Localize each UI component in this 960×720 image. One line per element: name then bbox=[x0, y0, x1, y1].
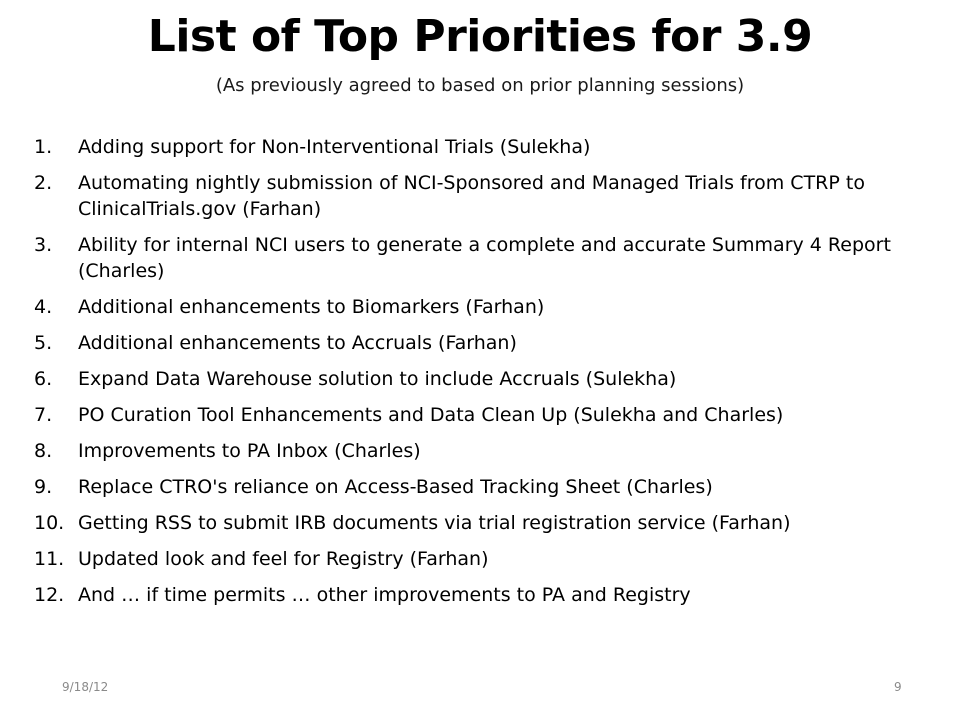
footer-date: 9/18/12 bbox=[62, 680, 109, 694]
item-text: Additional enhancements to Accruals (Farhan) bbox=[78, 332, 517, 354]
slide-title: List of Top Priorities for 3.9 bbox=[147, 11, 813, 62]
list-item bbox=[34, 134, 934, 160]
item-text: Replace CTRO's reliance on Access-Based Tracking Sheet (Charles) bbox=[78, 476, 713, 498]
item-number: 5. bbox=[34, 332, 53, 354]
item-text: Ability for internal NCI users to generate a complete and accurate Summary 4 Report (Charles) bbox=[78, 234, 891, 282]
list-item bbox=[34, 546, 934, 572]
item-number: 6. bbox=[34, 368, 53, 390]
list-item bbox=[34, 402, 934, 428]
item-number: 8. bbox=[34, 440, 53, 462]
item-number: 2. bbox=[34, 172, 53, 194]
item-number: 12. bbox=[34, 584, 65, 606]
slide-subtitle: (As previously agreed to based on prior planning sessions) bbox=[215, 75, 745, 96]
item-text: Updated look and feel for Registry (Farhan) bbox=[78, 548, 489, 570]
list-item bbox=[34, 232, 934, 284]
item-text: Expand Data Warehouse solution to include Accruals (Sulekha) bbox=[78, 368, 677, 390]
item-text: Additional enhancements to Biomarkers (Farhan) bbox=[78, 296, 545, 318]
item-text: Automating nightly submission of NCI-Sponsored and Managed Trials from CTRP to ClinicalTrials.gov (Farhan) bbox=[78, 172, 865, 220]
list-item bbox=[34, 438, 934, 464]
item-number: 4. bbox=[34, 296, 53, 318]
list-item bbox=[34, 330, 934, 356]
item-number: 3. bbox=[34, 234, 53, 256]
item-number: 10. bbox=[34, 512, 65, 534]
item-text: PO Curation Tool Enhancements and Data Clean Up (Sulekha and Charles) bbox=[78, 404, 784, 426]
list-item bbox=[34, 474, 934, 500]
item-number: 9. bbox=[34, 476, 53, 498]
list-item bbox=[34, 294, 934, 320]
item-text: Improvements to PA Inbox (Charles) bbox=[78, 440, 421, 462]
item-number: 1. bbox=[34, 136, 53, 158]
list-item bbox=[34, 366, 934, 392]
item-text: Adding support for Non-Interventional Trials (Sulekha) bbox=[78, 136, 591, 158]
priority-list bbox=[34, 134, 934, 618]
item-number: 11. bbox=[34, 548, 65, 570]
item-number: 7. bbox=[34, 404, 53, 426]
item-text: And … if time permits … other improvements to PA and Registry bbox=[78, 584, 691, 606]
list-item bbox=[34, 582, 934, 608]
list-item bbox=[34, 170, 934, 222]
footer-page-number: 9 bbox=[894, 680, 902, 694]
list-item bbox=[34, 510, 934, 536]
item-text: Getting RSS to submit IRB documents via trial registration service (Farhan) bbox=[78, 512, 791, 534]
